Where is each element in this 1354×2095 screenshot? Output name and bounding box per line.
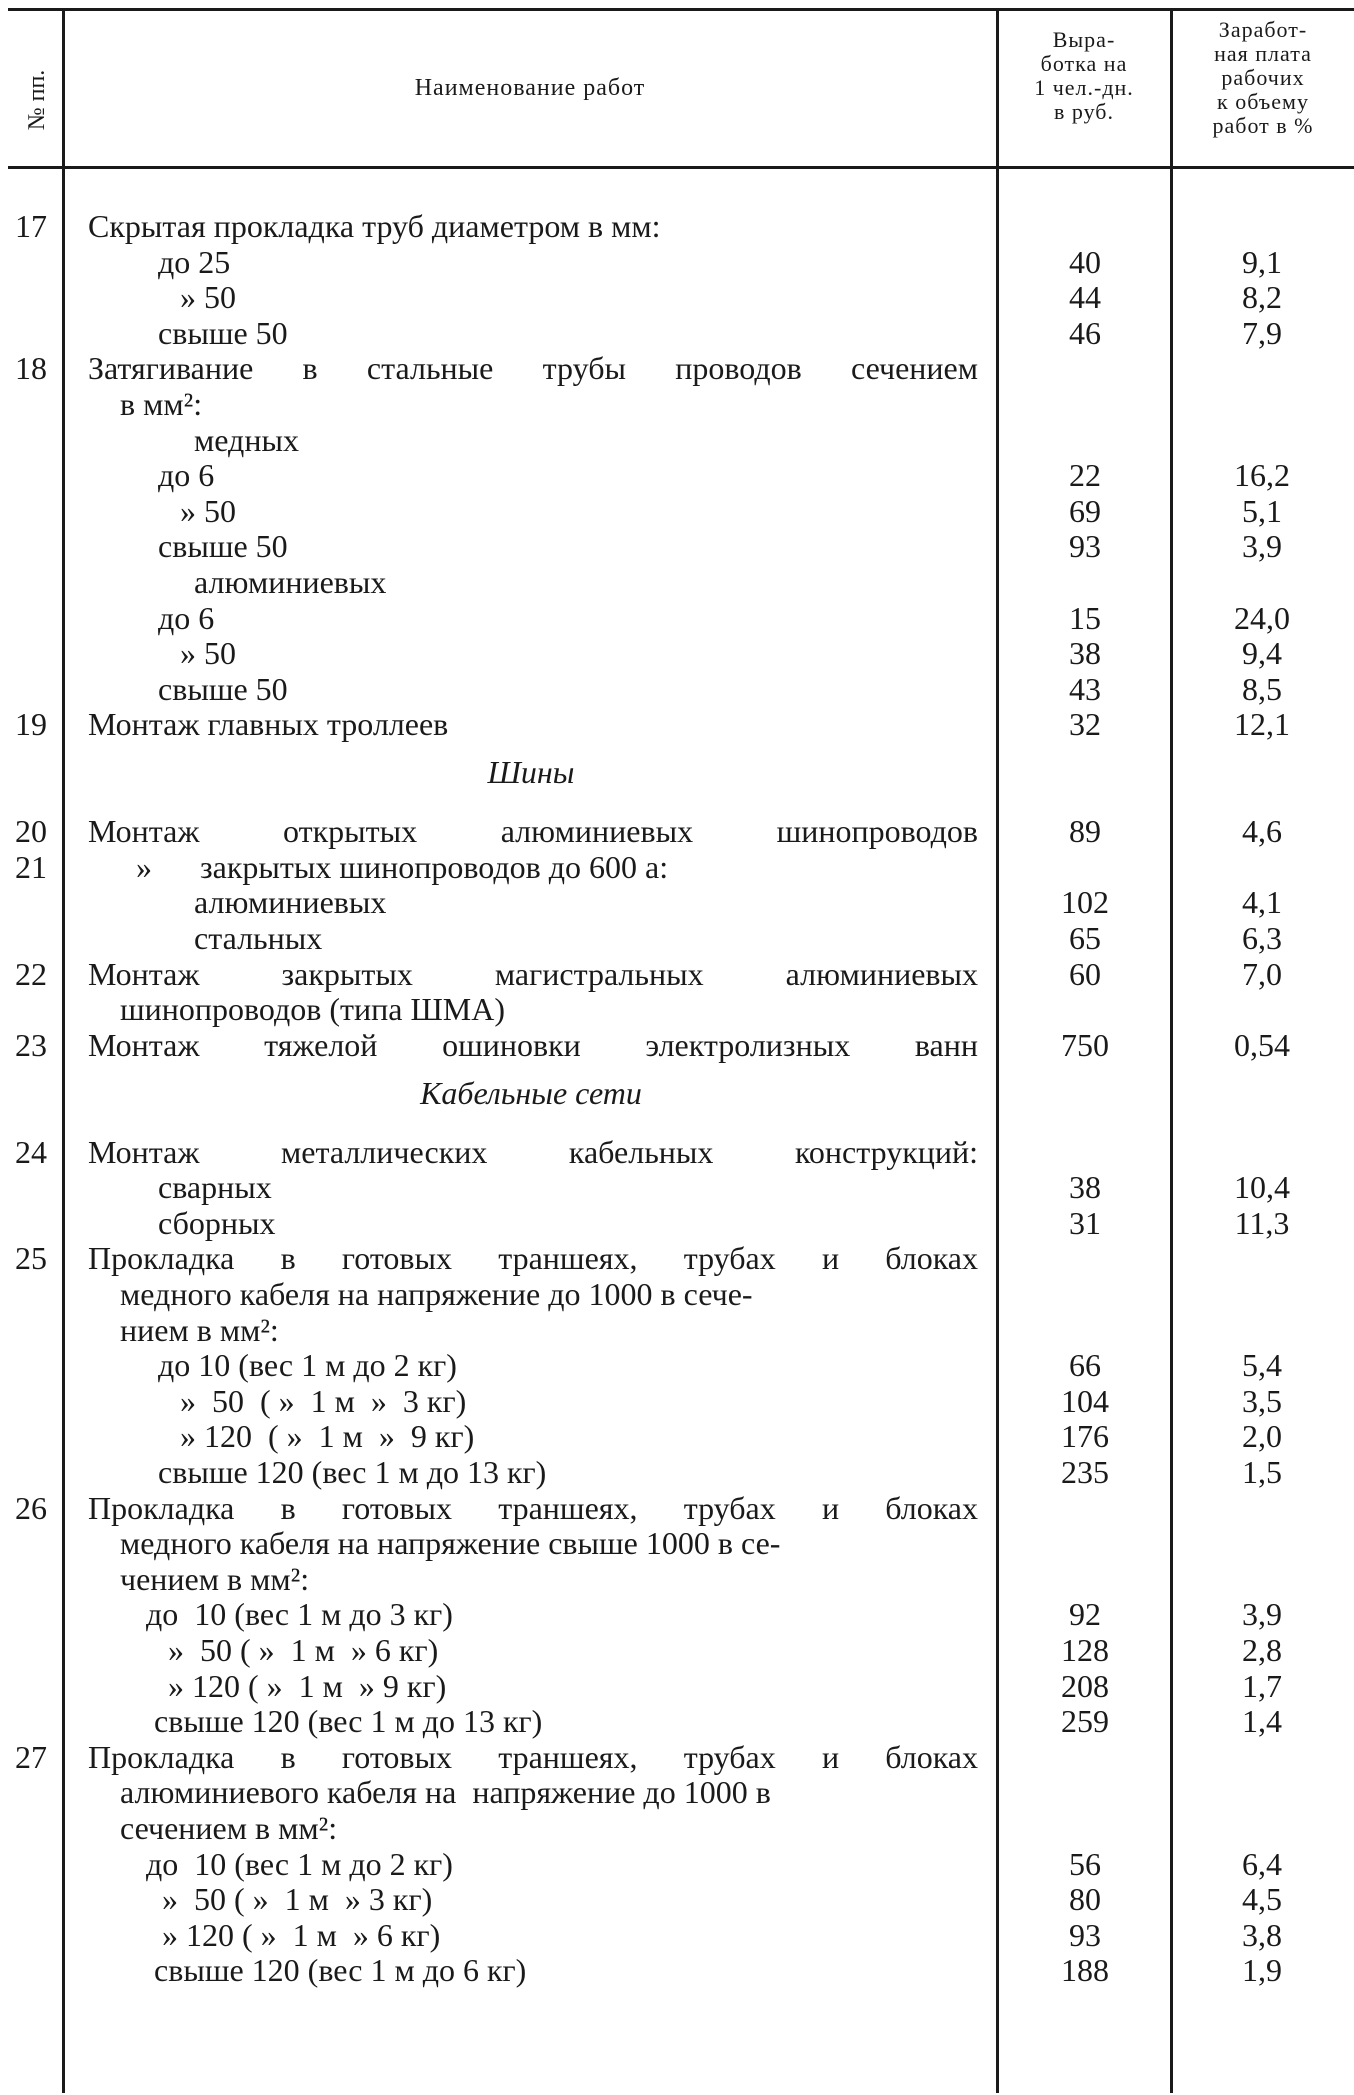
output-value: 31 <box>1069 1204 1101 1241</box>
output-value: 38 <box>1069 1169 1101 1206</box>
table-row <box>0 1881 1354 1917</box>
work-name: алюминиевых <box>194 884 387 921</box>
section-heading: Шины <box>487 754 575 791</box>
table-row <box>0 244 1354 280</box>
table-row <box>0 920 1354 956</box>
row-number: 18 <box>15 350 47 387</box>
table-row <box>0 1846 1354 1882</box>
work-name: Монтаж тяжелой ошиновки электролизных ванн <box>88 1026 978 1063</box>
output-value: 15 <box>1069 599 1101 636</box>
wage-percent: 3,9 <box>1242 528 1282 565</box>
table-row <box>0 1454 1354 1490</box>
work-name: Прокладка в готовых траншеях, трубах и блоках <box>88 1738 978 1775</box>
table-row <box>0 1952 1354 1988</box>
wage-percent: 7,9 <box>1242 314 1282 351</box>
work-name: до 6 <box>158 457 215 494</box>
table-row <box>0 956 1354 992</box>
table-row <box>0 1383 1354 1419</box>
wage-percent: 4,1 <box>1242 884 1282 921</box>
table-row <box>0 1596 1354 1632</box>
work-name: » 50 ( » 1 м » 6 кг) <box>168 1632 439 1668</box>
header-number: № пп. <box>24 69 50 131</box>
work-name: Монтаж открытых алюминиевых шинопроводов <box>88 813 978 850</box>
table-row <box>0 1632 1354 1668</box>
work-name: Скрытая прокладка труб диаметром в мм: <box>88 208 661 244</box>
header-output <box>998 28 1170 124</box>
work-name: сборных <box>158 1204 276 1241</box>
work-name: медного кабеля на напряжение свыше 1000 в се- <box>120 1525 781 1562</box>
output-value: 69 <box>1069 492 1101 529</box>
table-row <box>0 706 1354 742</box>
table-row <box>0 1525 1354 1561</box>
wage-percent: 16,2 <box>1234 457 1290 494</box>
output-value: 66 <box>1069 1347 1101 1384</box>
row-number: 20 <box>15 813 47 850</box>
table-row <box>0 884 1354 920</box>
table-row <box>0 1312 1354 1348</box>
output-value: 46 <box>1069 314 1101 351</box>
work-name: Прокладка в готовых траншеях, трубах и блоках <box>88 1240 978 1277</box>
work-name: медных <box>194 421 299 458</box>
row-number: 19 <box>15 706 47 743</box>
work-name: в мм²: <box>120 386 203 422</box>
output-value: 176 <box>1061 1418 1109 1455</box>
work-name: до 10 (вес 1 м до 3 кг) <box>146 1596 453 1633</box>
table-row <box>0 1134 1354 1170</box>
table-row <box>0 1490 1354 1526</box>
table-row <box>0 813 1354 849</box>
work-name: свыше 120 (вес 1 м до 6 кг) <box>154 1952 527 1989</box>
wage-percent: 3,5 <box>1242 1382 1282 1419</box>
wage-percent: 4,5 <box>1242 1881 1282 1918</box>
output-value: 102 <box>1061 884 1109 921</box>
table-row <box>0 350 1354 386</box>
work-name: свыше 120 (вес 1 м до 13 кг) <box>154 1703 543 1740</box>
wage-percent: 12,1 <box>1234 706 1290 743</box>
row-number: 17 <box>15 208 47 244</box>
work-name: » 50 <box>180 635 236 672</box>
table-row <box>0 1774 1354 1810</box>
wage-percent: 3,9 <box>1242 1596 1282 1633</box>
table-row <box>0 1027 1354 1063</box>
work-name: алюминиевого кабеля на напряжение до 1000 в <box>120 1774 771 1811</box>
work-name: медного кабеля на напряжение до 1000 в сече- <box>120 1276 753 1312</box>
work-name: до 10 (вес 1 м до 2 кг) <box>158 1347 457 1384</box>
table-row <box>0 1668 1354 1704</box>
work-name: свыше 120 (вес 1 м до 13 кг) <box>158 1454 547 1490</box>
section-heading: Кабельные сети <box>420 1074 642 1111</box>
output-value: 43 <box>1069 670 1101 707</box>
output-value: 32 <box>1069 706 1101 743</box>
table-row <box>0 315 1354 351</box>
work-name: сварных <box>158 1169 272 1206</box>
table-row <box>0 1703 1354 1739</box>
work-name: Затягивание в стальные трубы проводов сечением <box>88 350 978 387</box>
table-row <box>0 1276 1354 1312</box>
wage-percent: 3,8 <box>1242 1916 1282 1953</box>
table-row <box>0 493 1354 529</box>
table-row <box>0 422 1354 458</box>
output-value: 22 <box>1069 457 1101 494</box>
row-number: 25 <box>15 1240 47 1277</box>
table-row <box>0 386 1354 422</box>
output-value: 93 <box>1069 1916 1101 1953</box>
work-name: » 50 <box>180 492 236 529</box>
work-name: Монтаж металлических кабельных конструкций: <box>88 1133 978 1170</box>
wage-percent: 7,0 <box>1242 955 1282 992</box>
header-wage-line: ная плата <box>1214 41 1312 66</box>
work-name: свыше 50 <box>158 528 288 565</box>
wage-percent: 5,1 <box>1242 492 1282 529</box>
wage-percent: 24,0 <box>1234 599 1290 636</box>
table-row <box>0 1418 1354 1454</box>
table-row <box>0 671 1354 707</box>
row-number: 22 <box>15 955 47 992</box>
output-value: 60 <box>1069 955 1101 992</box>
table-row <box>0 279 1354 315</box>
wage-percent: 8,2 <box>1242 279 1282 316</box>
wage-percent: 6,3 <box>1242 920 1282 956</box>
wage-percent: 1,5 <box>1242 1454 1282 1490</box>
work-name: Прокладка в готовых траншеях, трубах и блоках <box>88 1489 978 1526</box>
header-output-line: ботка на <box>1040 51 1128 76</box>
work-name: сечением в мм²: <box>120 1810 338 1846</box>
work-name: чением в мм²: <box>120 1560 310 1597</box>
table-row <box>0 849 1354 885</box>
header-wage-line: работ в % <box>1212 113 1314 138</box>
output-value: 92 <box>1069 1596 1101 1633</box>
wage-percent: 9,1 <box>1242 243 1282 280</box>
table-row <box>0 1347 1354 1383</box>
output-value: 188 <box>1061 1952 1109 1989</box>
output-value: 259 <box>1061 1703 1109 1740</box>
work-name: алюминиевых <box>194 564 387 600</box>
work-name: до 25 <box>158 243 231 280</box>
table-row <box>0 1917 1354 1953</box>
header-output-line: в руб. <box>1053 99 1114 124</box>
wage-percent: 5,4 <box>1242 1347 1282 1384</box>
wage-percent: 10,4 <box>1234 1169 1290 1206</box>
wage-percent: 1,4 <box>1242 1703 1282 1740</box>
output-value: 44 <box>1069 279 1101 316</box>
table-row <box>0 528 1354 564</box>
output-value: 93 <box>1069 528 1101 565</box>
row-number: 27 <box>15 1738 47 1775</box>
wage-percent: 11,3 <box>1234 1204 1290 1241</box>
output-value: 128 <box>1061 1632 1109 1668</box>
header-wage-line: к объему <box>1217 89 1309 114</box>
wage-percent: 1,7 <box>1242 1667 1282 1704</box>
work-name: » 50 <box>180 279 236 316</box>
row-number: 24 <box>15 1133 47 1170</box>
work-name: » 120 ( » 1 м » 6 кг) <box>162 1916 441 1953</box>
output-value: 40 <box>1069 243 1101 280</box>
wage-percent: 1,9 <box>1242 1952 1282 1989</box>
output-value: 65 <box>1069 920 1101 956</box>
output-value: 80 <box>1069 1881 1101 1918</box>
work-name: нием в мм²: <box>120 1311 279 1348</box>
table-row <box>0 564 1354 600</box>
table-row <box>0 1205 1354 1241</box>
work-name: » 120 ( » 1 м » 9 кг) <box>180 1418 475 1455</box>
wage-percent: 0,54 <box>1234 1026 1290 1063</box>
work-name: до 10 (вес 1 м до 2 кг) <box>146 1845 453 1882</box>
work-name: свыше 50 <box>158 314 288 351</box>
header-wage-line: Заработ- <box>1218 17 1308 42</box>
work-name: свыше 50 <box>158 670 288 707</box>
work-name: шинопроводов (типа ШМА) <box>120 991 505 1028</box>
header-output-line: 1 чел.-дн. <box>1034 75 1134 100</box>
table-row <box>0 600 1354 636</box>
output-value: 38 <box>1069 635 1101 672</box>
wage-percent: 2,8 <box>1242 1632 1282 1668</box>
wage-percent: 9,4 <box>1242 635 1282 672</box>
table-row <box>0 1739 1354 1775</box>
row-number: 26 <box>15 1489 47 1526</box>
header-output-line: Выра- <box>1052 27 1116 52</box>
output-value: 235 <box>1061 1454 1109 1490</box>
header-name-label: Наименование работ <box>414 75 646 101</box>
header-wage-line: рабочих <box>1221 65 1305 90</box>
output-value: 208 <box>1061 1667 1109 1704</box>
wage-percent: 2,0 <box>1242 1418 1282 1455</box>
table-top-rule <box>8 8 1354 11</box>
work-name: » 50 ( » 1 м » 3 кг) <box>180 1382 467 1419</box>
table-row <box>0 1810 1354 1846</box>
output-value: 750 <box>1061 1026 1109 1063</box>
table-row <box>0 1169 1354 1205</box>
output-value: 104 <box>1061 1382 1109 1419</box>
table-row <box>0 1240 1354 1276</box>
work-name: Монтаж закрытых магистральных алюминиевых <box>88 955 978 992</box>
work-name: » закрытых шинопроводов до 600 а: <box>136 848 669 885</box>
row-number: 23 <box>15 1026 47 1063</box>
table-row <box>0 208 1354 244</box>
work-name: стальных <box>194 920 323 956</box>
wage-percent: 6,4 <box>1242 1845 1282 1882</box>
output-value: 89 <box>1069 813 1101 850</box>
work-name: » 120 ( » 1 м » 9 кг) <box>168 1667 447 1704</box>
wage-percent: 8,5 <box>1242 670 1282 707</box>
header-name <box>64 76 996 100</box>
table-row <box>0 1561 1354 1597</box>
table-header-rule <box>8 166 1354 169</box>
table-row <box>0 457 1354 493</box>
wage-percent: 4,6 <box>1242 813 1282 850</box>
table-row <box>0 991 1354 1027</box>
work-name: » 50 ( » 1 м » 3 кг) <box>162 1881 433 1918</box>
table-row <box>0 635 1354 671</box>
output-value: 56 <box>1069 1845 1101 1882</box>
work-name: до 6 <box>158 599 215 636</box>
work-name: Монтаж главных троллеев <box>88 706 449 743</box>
header-wage <box>1172 18 1354 138</box>
row-number: 21 <box>15 848 47 885</box>
